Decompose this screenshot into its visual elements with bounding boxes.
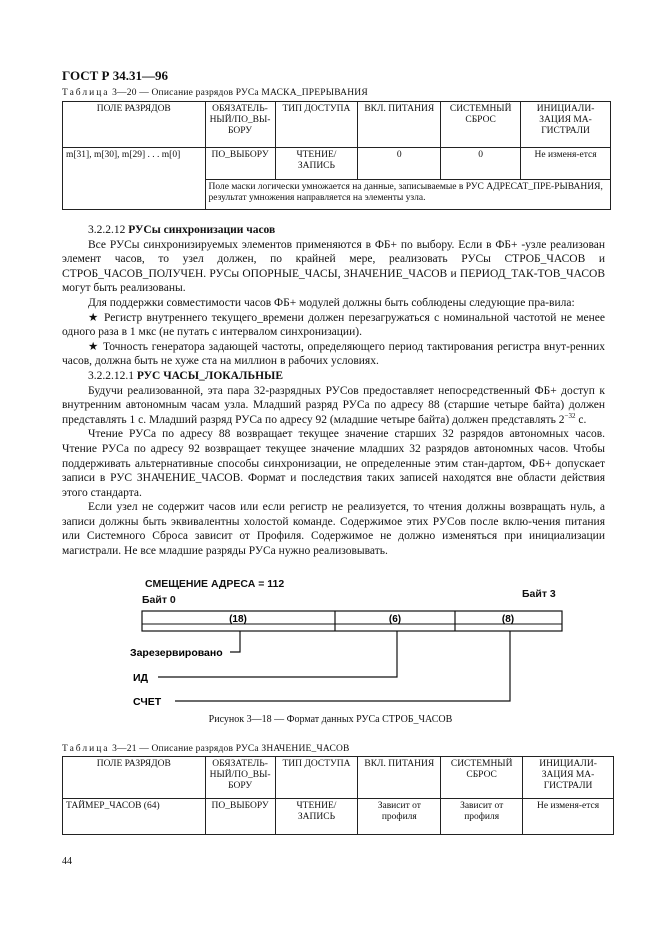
table2-cell-access: ЧТЕНИЕ/ ЗАПИСЬ [275, 799, 358, 835]
figure-offset-label: СМЕЩЕНИЕ АДРЕСА = 112 [145, 578, 285, 590]
section1-paragraph-2: Для поддержки совместимости часов ФБ+ модулей должны быть соблюдены следующие пра-вила: [88, 296, 575, 309]
leader-reserved [230, 631, 240, 652]
label-count: СЧЕТ [133, 696, 162, 708]
table2-cell-mandatory: ПО_ВЫБОРУ [205, 799, 275, 835]
label-id: ИД [133, 672, 149, 684]
figure-byte3-label: Байт 3 [522, 588, 556, 600]
section2-paragraph-1-text: Будучи реализованной, эта пара 32-разрядных РУСов предоставляет непосредственный ФБ+ доступ к внутренним автономным часам узла. Младший разряд РУСа по адресу 88 (старшие четыре байта) должен представлять 1 с. Младший разряд РУСа по адресу 92 (младшие четыре байта) должен представлять 2 [62, 384, 605, 426]
register-box [142, 611, 562, 631]
table1-cell-access: ЧТЕНИЕ/ ЗАПИСЬ [275, 148, 358, 180]
table2-cell-reset: Зависит от профиля [441, 799, 523, 835]
table2-caption-label: Таблица [62, 744, 110, 754]
table1-caption-text: 3—20 — Описание разрядов РУСа МАСКА_ПРЕРЫВАНИЯ [112, 88, 368, 98]
table2-header-reset: СИСТЕМНЫЙ СБРОС [441, 757, 523, 799]
table1-header-bus-init: ИНИЦИАЛИ-ЗАЦИЯ МА-ГИСТРАЛИ [521, 102, 611, 148]
table1-cell-power: 0 [358, 148, 441, 180]
section2-paragraph-1-end: с. [575, 413, 587, 426]
table2-header-mandatory: ОБЯЗАТЕЛЬ-НЫЙ/ПО_ВЫ-БОРУ [205, 757, 275, 799]
page-number: 44 [62, 856, 72, 867]
table2-header-access: ТИП ДОСТУПА [275, 757, 358, 799]
section1-heading-number: 3.2.2.12 [88, 224, 126, 236]
table1-cell-bus-init: Не изменя-ется [521, 148, 611, 180]
section2-heading-number: 3.2.2.12.1 [88, 369, 134, 382]
leader-count [175, 631, 510, 701]
figure-caption: Рисунок 3—18 — Формат данных РУСа СТРОБ_ЧАСОВ [208, 714, 453, 725]
table1-header-mandatory: ОБЯЗАТЕЛЬ-НЫЙ/ПО_ВЫ-БОРУ [205, 102, 275, 148]
table2-cell-bus-init: Не изменя-ется [523, 799, 614, 835]
table1-header-field: ПОЛЕ РАЗРЯДОВ [63, 102, 206, 148]
table2-cell-field: ТАЙМЕР_ЧАСОВ (64) [63, 799, 206, 835]
section2-paragraph-3: Если узел не содержит часов или если регистр не реализуется, то чтения должны возвращать нуль, а записи должны быть эквивалентны холостой команде. Содержимое этих РУСов после вклю-чения питания или Системного Сброса зависит от Профиля. Содержимое не должно изменяться при инициализации магистрали. Не все младшие разряды РУСа нужно реализовывать. [62, 501, 605, 558]
table2-cell-power: Зависит от профиля [358, 799, 441, 835]
table2 [62, 756, 614, 835]
table1-header-access: ТИП ДОСТУПА [275, 102, 358, 148]
table2-caption [62, 744, 350, 754]
field-id-bits: (6) [388, 614, 402, 625]
section1-heading: РУСы синхронизации часов [128, 224, 276, 236]
table2-header-bus-init: ИНИЦИАЛИ-ЗАЦИЯ МА-ГИСТРАЛИ [523, 757, 614, 799]
table1-cell-field: m[31], m[30], m[29] . . . m[0] [63, 148, 206, 210]
field-count-bits: (8) [501, 614, 515, 625]
table1-header-power: ВКЛ. ПИТАНИЯ [358, 102, 441, 148]
table1-cell-reset: 0 [441, 148, 521, 180]
field-reserved-bits: (18) [229, 614, 247, 625]
table2-header-field: ПОЛЕ РАЗРЯДОВ [63, 757, 206, 799]
table2-header-power: ВКЛ. ПИТАНИЯ [358, 757, 441, 799]
table1-note: Поле маски логически умножается на данные, записываемые в РУС АДРЕСАТ_ПРЕ-РЫВАНИЯ, результат умножения направляется на элементы узла. [205, 180, 610, 210]
section1-bullet-2: ★ Точность генератора задающей частоты, определяющего период тактирования регистра внут-ренних часов, должна быть не хуже ста на миллион в рабочих условиях. [62, 340, 605, 368]
table1-header-reset: СИСТЕМНЫЙ СБРОС [441, 102, 521, 148]
section2-paragraph-2: Чтение РУСа по адресу 88 возвращает текущее значение старших 32 разрядов автономных часов. Чтение РУСа по адресу 92 возвращает текущее значение младших 32 разрядов автономных часов. Чтобы поддерживать альтернативные способы синхронизации, не определенные этим стан-дартом, ФБ+ допускает записи в РУС ЗНАЧЕНИЕ_ЧАСОВ. Формат и последствия таких записей находятся вне области действия этого стандарта. [62, 428, 605, 499]
section2-heading: РУС ЧАСЫ_ЛОКАЛЬНЫЕ [136, 369, 283, 382]
section2-exponent: −32 [564, 411, 576, 420]
table1-caption-label: Таблица [62, 88, 110, 98]
table1-cell-mandatory: ПО_ВЫБОРУ [205, 148, 275, 180]
section1-paragraph-1: Все РУСы синхронизируемых элементов применяются в ФБ+ по выбору. Если в ФБ+ -узле реализован элемент часов, то узел должен, по крайней мере, реализовать РУСы СТРОБ_ЧАСОВ и СТРОБ_ЧАСОВ_ПОЛУЧЕН. РУСы ОПОРНЫЕ_ЧАСЫ, ЗНАЧЕНИЕ_ЧАСОВ и ПЕРИОД_ТАК-ТОВ_ЧАСОВ могут быть реализованы. [62, 238, 605, 295]
document-header: ГОСТ Р 34.31—96 [62, 68, 168, 83]
table2-caption-text: 3—21 — Описание разрядов РУСа ЗНАЧЕНИЕ_ЧАСОВ [112, 744, 350, 754]
figure-byte0-label: Байт 0 [142, 594, 176, 606]
section1-bullet-1: ★ Регистр внутреннего текущего_времени должен перезагружаться с номинальной частотой не менее одного раза в 1 мкс (не путать с интервалом синхронизации). [62, 311, 605, 339]
label-reserved: Зарезервировано [130, 647, 223, 659]
